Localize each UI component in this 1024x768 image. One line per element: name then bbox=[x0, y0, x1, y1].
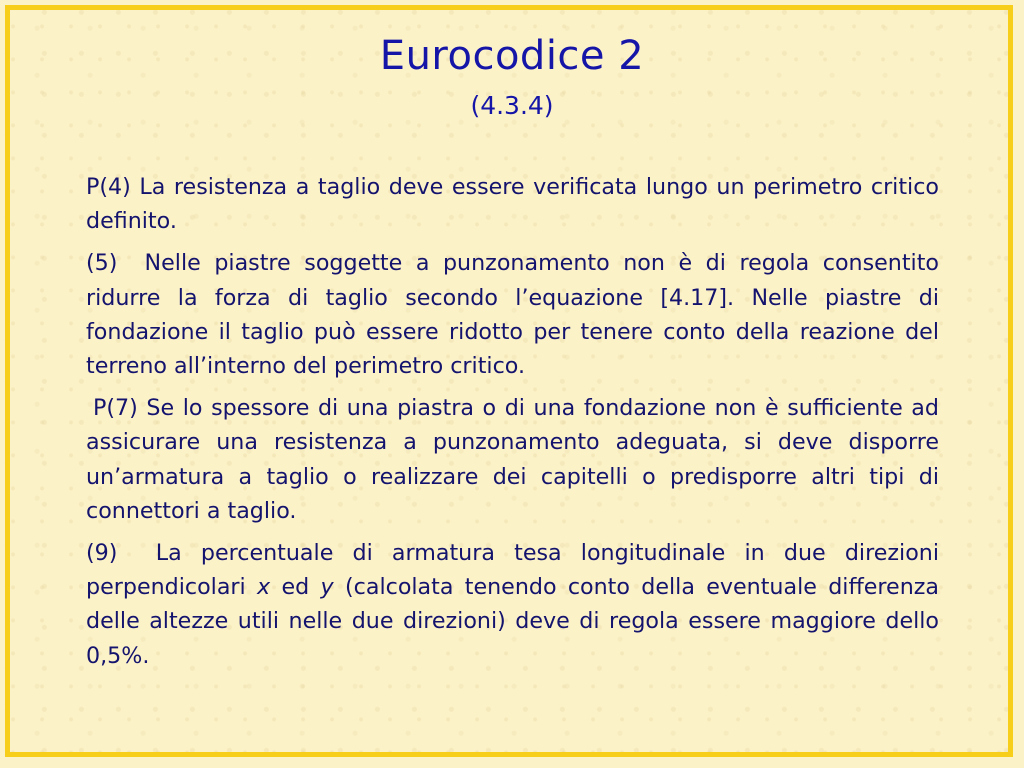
paragraph-p9 bbox=[86, 536, 939, 673]
variable-y: y bbox=[320, 574, 334, 601]
paragraph-p9-part-1: (9) La percentuale di armatura tesa longitudinale in due direzioni perpendicolari bbox=[86, 540, 939, 601]
variable-x: x bbox=[257, 574, 271, 601]
paragraph-p5: (5) Nelle piastre soggette a punzonamento non è di regola consentito ridurre la forza di taglio secondo l’equazione [4.17]. Nelle piastre di fondazione il taglio può essere ridotto per tenere conto della reazione del terreno all’interno del perimetro critico. bbox=[86, 250, 939, 380]
slide-title: Eurocodice 2 bbox=[379, 33, 645, 79]
paragraph-p9-part-3: (calcolata tenendo conto della eventuale differenza delle altezze utili nelle due direzioni) deve di regola essere maggiore dello 0,5%. bbox=[86, 574, 939, 669]
paragraph-p9-part-2: ed bbox=[270, 574, 321, 601]
slide-body bbox=[86, 170, 939, 681]
paragraph-p4: P(4) La resistenza a taglio deve essere verificata lungo un perimetro critico definito. bbox=[86, 174, 939, 235]
slide-subtitle: (4.3.4) bbox=[470, 91, 554, 120]
paragraph-p7: P(7) Se lo spessore di una piastra o di una fondazione non è sufficiente ad assicurare una resistenza a punzonamento adeguata, si deve disporre un’armatura a taglio o realizzare dei capitelli o predisporre altri tipi di connettori a taglio. bbox=[86, 395, 939, 524]
